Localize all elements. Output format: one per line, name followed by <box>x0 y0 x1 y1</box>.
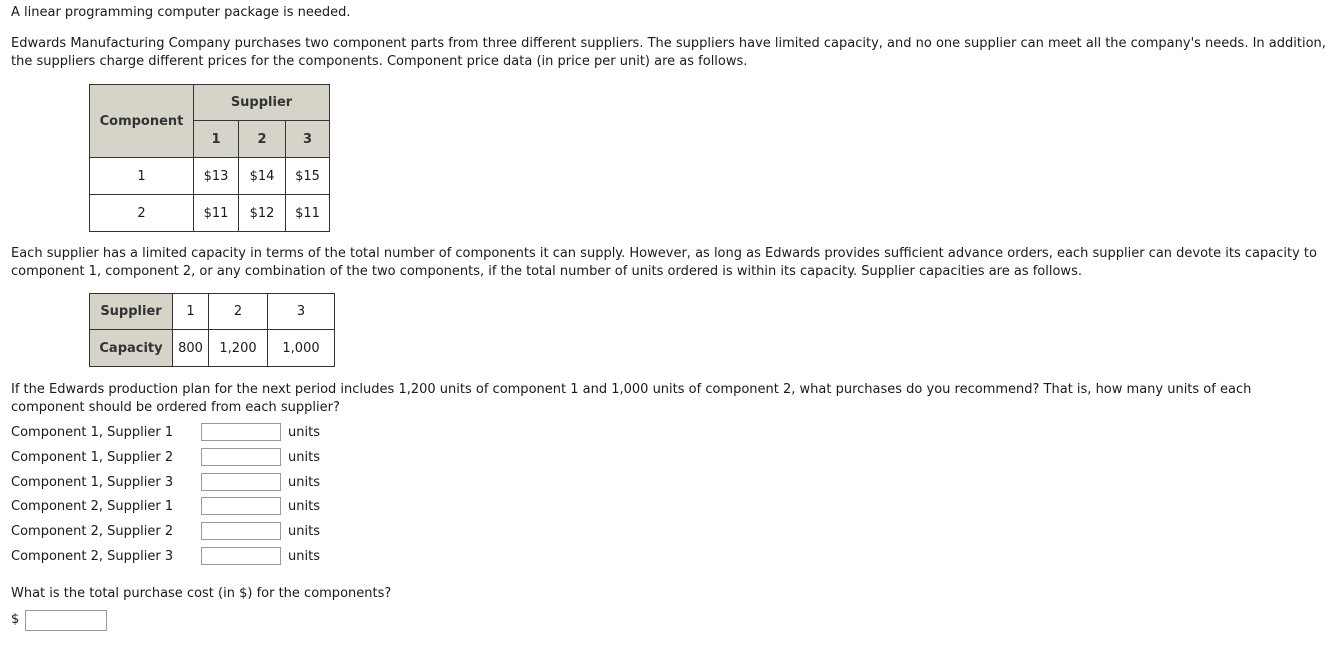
answer-label: Component 1, Supplier 2 <box>11 450 174 465</box>
price-cell: $14 <box>239 158 286 195</box>
problem-paragraph-3: If the Edwards production plan for the next period includes 1,200 units of component 1 and 1,000 units of component 2, what purchases do you recommend? That is, how many units of each component should be ordered from each supplier? <box>11 382 1252 415</box>
units-label: units <box>288 425 320 440</box>
c1-s1-input[interactable] <box>201 423 281 441</box>
answer-label: Component 2, Supplier 1 <box>11 499 174 514</box>
problem-paragraph-2: Each supplier has a limited capacity in terms of the total number of components it can supply. However, as long as Edwards provides sufficient advance orders, each supplier can devote its capacity to component 1, component 2, or any combination of the two components, if the total number of units ordered is within its capacity. Supplier capacities are as follows. <box>11 246 1317 279</box>
answer-label: Component 1, Supplier 1 <box>11 425 174 440</box>
capacity-supplier-1: 1 <box>173 294 209 330</box>
units-label: units <box>288 524 320 539</box>
component-header: Component <box>90 85 194 158</box>
price-cell: $11 <box>286 195 330 232</box>
c2-s3-input[interactable] <box>201 547 281 565</box>
capacity-table <box>89 293 335 367</box>
cost-question: What is the total purchase cost (in $) for the components? <box>11 586 392 601</box>
problem-paragraph-1: Edwards Manufacturing Company purchases two component parts from three different suppliers. The suppliers have limited capacity, and no one supplier can meet all the company's needs. In addition, the suppliers charge different prices for the components. Component price data (in price per unit) are as follows. <box>11 36 1326 69</box>
intro-text: A linear programming computer package is needed. <box>11 5 351 20</box>
c2-s2-input[interactable] <box>201 522 281 540</box>
answer-label: Component 1, Supplier 3 <box>11 475 174 490</box>
units-label: units <box>288 499 320 514</box>
supplier-row-label: Supplier <box>90 294 173 330</box>
price-table <box>89 84 330 232</box>
price-row-1 <box>90 158 330 195</box>
supplier-col-1: 1 <box>194 121 239 158</box>
component-label: 2 <box>90 195 194 232</box>
price-cell: $15 <box>286 158 330 195</box>
capacity-supplier-3: 3 <box>268 294 335 330</box>
total-cost-input[interactable] <box>25 610 107 631</box>
supplier-header: Supplier <box>194 85 330 121</box>
capacity-row-label: Capacity <box>90 330 173 367</box>
capacity-supplier-2: 2 <box>209 294 268 330</box>
units-label: units <box>288 475 320 490</box>
c2-s1-input[interactable] <box>201 497 281 515</box>
c1-s3-input[interactable] <box>201 473 281 491</box>
supplier-col-3: 3 <box>286 121 330 158</box>
supplier-col-2: 2 <box>239 121 286 158</box>
answer-label: Component 2, Supplier 3 <box>11 549 174 564</box>
units-label: units <box>288 549 320 564</box>
price-cell: $12 <box>239 195 286 232</box>
capacity-value: 1,000 <box>268 330 335 367</box>
price-cell: $11 <box>194 195 239 232</box>
capacity-value: 1,200 <box>209 330 268 367</box>
units-label: units <box>288 450 320 465</box>
component-label: 1 <box>90 158 194 195</box>
price-row-2 <box>90 195 330 232</box>
answer-label: Component 2, Supplier 2 <box>11 524 174 539</box>
c1-s2-input[interactable] <box>201 448 281 466</box>
capacity-value: 800 <box>173 330 209 367</box>
currency-symbol: $ <box>11 612 20 627</box>
price-cell: $13 <box>194 158 239 195</box>
